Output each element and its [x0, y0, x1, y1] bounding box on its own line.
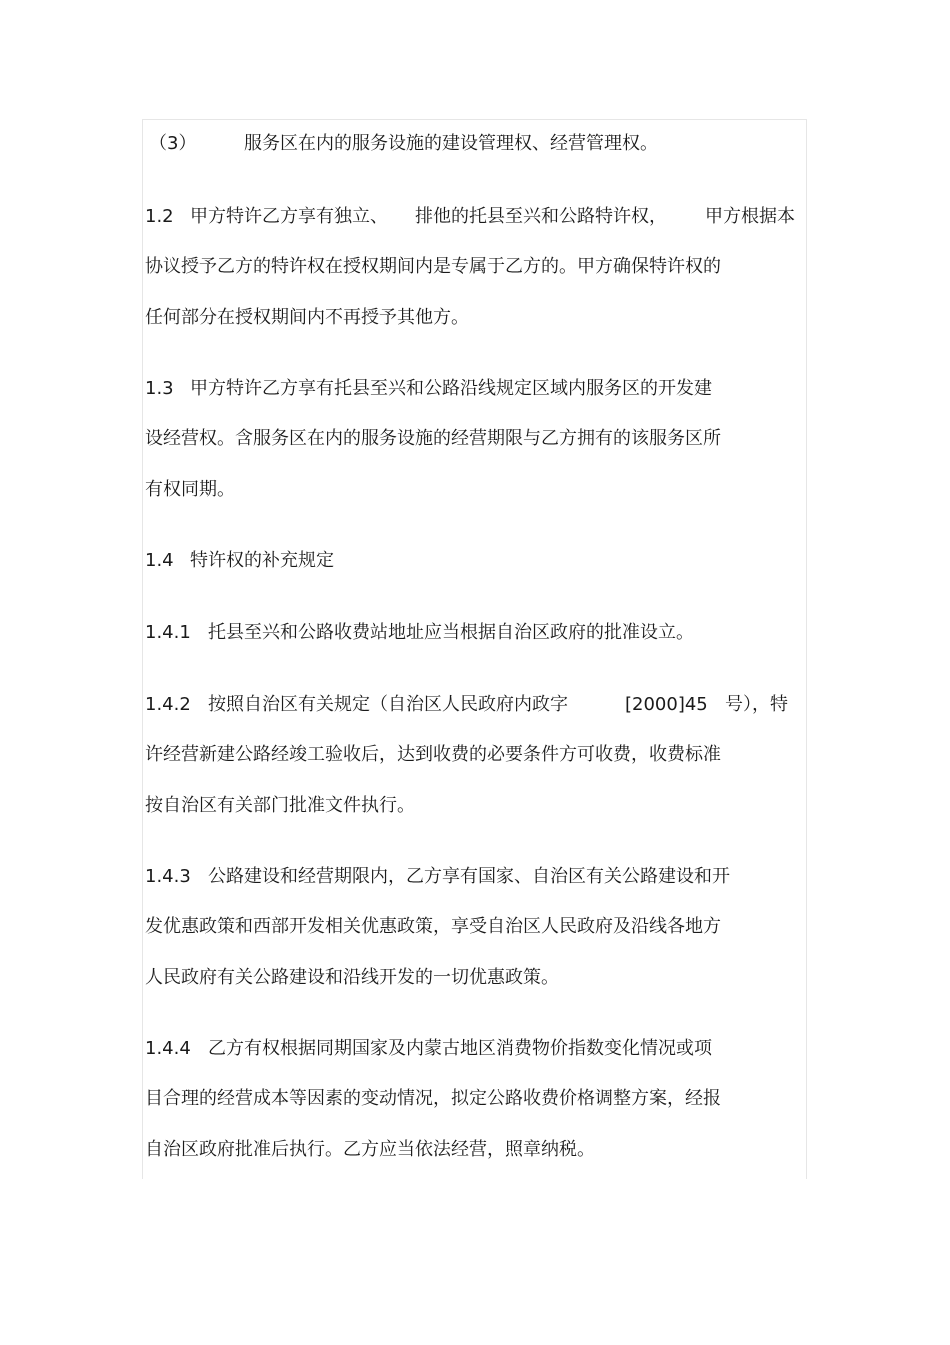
clause-1-4-2-line-2: 许经营新建公路经竣工验收后，达到收费的必要条件方可收费，收费标准 [145, 744, 721, 765]
clause-text: 服务区在内的服务设施的建设管理权、经营管理权。 [244, 133, 658, 154]
clause-1-4-4-line-3: 自治区政府批准后执行。乙方应当依法经营，照章纳税。 [145, 1139, 595, 1160]
clause-1-4-2-line-3: 按自治区有关部门批准文件执行。 [145, 795, 415, 816]
clause-number: （3） [149, 133, 197, 154]
clause-1-4-3-line-2: 发优惠政策和西部开发相关优惠政策，享受自治区人民政府及沿线各地方 [145, 916, 721, 937]
clause-1-2-line-2: 协议授予乙方的特许权在授权期间内是专属于乙方的。甲方确保特许权的 [145, 256, 721, 277]
clause-text: 按照自治区有关规定（自治区人民政府内政字 [208, 694, 568, 715]
clause-1-3-line-2: 设经营权。含服务区在内的服务设施的经营期限与乙方拥有的该服务区所 [145, 428, 721, 449]
clause-number: 1.4.3 [145, 866, 191, 887]
page-frame [142, 119, 807, 1179]
clause-text: 甲方根据本 [705, 206, 795, 227]
clause-1-3-line-3: 有权同期。 [145, 479, 235, 500]
clause-text: 乙方有权根据同期国家及内蒙古地区消费物价指数变化情况或项 [208, 1038, 712, 1059]
clause-1-4-3-line-3: 人民政府有关公路建设和沿线开发的一切优惠政策。 [145, 967, 559, 988]
clause-number: 1.2 [145, 206, 174, 227]
clause-1-2-line-3: 任何部分在授权期间内不再授予其他方。 [145, 307, 469, 328]
clause-1-4-4-line-2: 目合理的经营成本等因素的变动情况，拟定公路收费价格调整方案，经报 [145, 1088, 721, 1109]
clause-text: 排他的托县至兴和公路特许权， [415, 206, 667, 227]
clause-heading: 特许权的补充规定 [190, 550, 334, 571]
clause-number: 1.4.2 [145, 694, 191, 715]
clause-number: 1.3 [145, 378, 174, 399]
clause-text: 号），特 [725, 694, 788, 715]
clause-text: 甲方特许乙方享有独立、 [190, 206, 388, 227]
clause-number: 1.4.4 [145, 1038, 191, 1059]
clause-text: 甲方特许乙方享有托县至兴和公路沿线规定区域内服务区的开发建 [190, 378, 712, 399]
clause-text: 托县至兴和公路收费站地址应当根据自治区政府的批准设立。 [208, 622, 694, 643]
clause-reference: [2000]45 [625, 694, 708, 715]
clause-number: 1.4 [145, 550, 174, 571]
clause-text: 公路建设和经营期限内，乙方享有国家、自治区有关公路建设和开 [208, 866, 730, 887]
clause-number: 1.4.1 [145, 622, 191, 643]
